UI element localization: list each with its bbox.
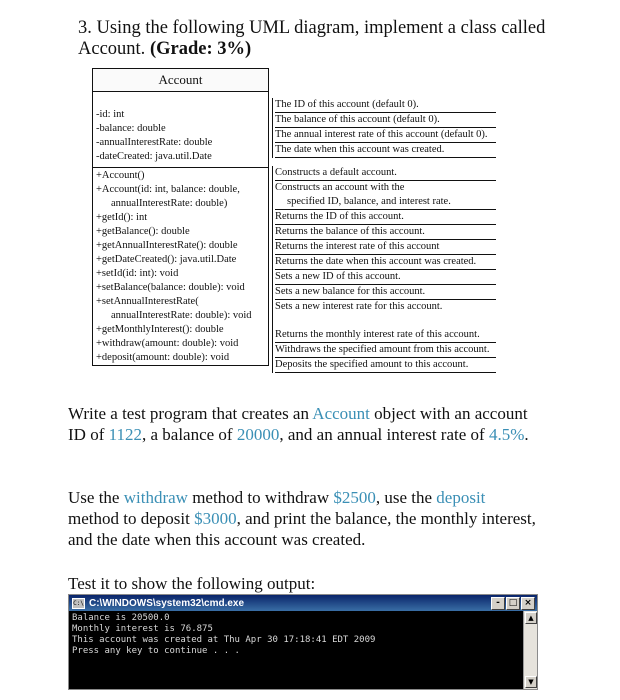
- paragraph-text: , use the: [375, 488, 437, 507]
- attribute-description: The balance of this account (default 0).: [275, 113, 496, 128]
- operation-description: Deposits the specified amount to this account.: [275, 358, 496, 373]
- uml-attribute: -annualInterestRate: double: [96, 137, 213, 148]
- console-line: This account was created at Thu Apr 30 17:18:41 EDT 2009: [72, 635, 376, 645]
- operation-description: Sets a new ID of this account.: [275, 270, 496, 285]
- attribute-descriptions: [272, 98, 496, 158]
- uml-operation: annualInterestRate: double): void: [111, 310, 252, 321]
- highlight-withdraw: withdraw: [123, 488, 188, 507]
- uml-operation: +Account(): [96, 170, 145, 181]
- attribute-description: The ID of this account (default 0).: [275, 98, 496, 113]
- test-program-paragraph: [68, 403, 538, 445]
- grade-label: (Grade: 3%): [149, 39, 252, 59]
- highlight-account-id: 1122: [108, 425, 142, 444]
- highlight-withdraw-amount: $2500: [333, 488, 376, 507]
- uml-operation: +withdraw(amount: double): void: [96, 338, 239, 349]
- paragraph-text: , and an annual interest rate of: [279, 425, 489, 444]
- operation-description: Sets a new balance for this account.: [275, 285, 496, 300]
- output-intro-paragraph: Test it to show the following output:: [68, 574, 316, 593]
- paragraph-text: method to deposit: [68, 509, 195, 528]
- operation-description: Constructs an account with the: [275, 182, 405, 193]
- scroll-down-arrow-icon[interactable]: ▼: [525, 676, 537, 688]
- highlight-interest-rate: 4.5%: [488, 425, 525, 444]
- console-title: C:\WINDOWS\system32\cmd.exe: [89, 597, 245, 609]
- paragraph-text: , a balance of: [141, 425, 237, 444]
- uml-class-box: [92, 68, 269, 366]
- uml-operation: +setAnnualInterestRate(: [96, 296, 199, 307]
- question-text: 3. Using the following UML diagram, implement a class called Account.: [78, 18, 546, 59]
- console-output: [69, 611, 524, 689]
- paragraph-text: object with an account ID of: [68, 404, 528, 444]
- operation-description: Returns the balance of this account.: [275, 225, 496, 240]
- operation-description: Returns the date when this account was created.: [275, 255, 496, 270]
- highlight-class-name: Account: [312, 404, 370, 423]
- highlight-balance: 20000: [236, 425, 280, 444]
- uml-operation: +setId(id: int): void: [96, 268, 179, 279]
- operation-descriptions: [272, 166, 496, 373]
- window-controls: [490, 597, 535, 610]
- console-window: [68, 594, 538, 690]
- cmd-icon: C:\: [73, 599, 84, 607]
- paragraph-text: Write a test program that creates an: [68, 404, 313, 423]
- uml-operation: +getMonthlyInterest(): double: [96, 324, 224, 335]
- question-title: [78, 18, 578, 60]
- uml-operation: +deposit(amount: double): void: [96, 352, 230, 363]
- uml-operations: [93, 168, 268, 365]
- uml-operation: +setBalance(balance: double): void: [96, 282, 245, 293]
- paragraph-text: method to withdraw: [187, 488, 334, 507]
- console-titlebar[interactable]: [69, 595, 537, 611]
- withdraw-deposit-paragraph: [68, 487, 538, 550]
- paragraph-text: Use the: [68, 488, 124, 507]
- uml-operation: +getId(): int: [96, 212, 148, 223]
- uml-operation: +getBalance(): double: [96, 226, 190, 237]
- operation-description: Returns the interest rate of this account: [275, 240, 496, 255]
- uml-attributes: [93, 92, 268, 168]
- maximize-button[interactable]: □: [506, 597, 520, 610]
- uml-operation: +getAnnualInterestRate(): double: [96, 240, 238, 251]
- uml-attribute: -balance: double: [96, 123, 166, 134]
- paragraph-text: , and print the balance, the monthly interest, and the date when this account was created.: [68, 509, 536, 549]
- uml-class-name: Account: [93, 69, 268, 92]
- uml-attribute: -id: int: [96, 109, 125, 120]
- close-button[interactable]: ×: [521, 597, 535, 610]
- console-line: Monthly interest is 76.875: [72, 624, 213, 634]
- highlight-deposit: deposit: [436, 488, 486, 507]
- console-line: Press any key to continue . . .: [72, 646, 240, 656]
- uml-attribute: -dateCreated: java.util.Date: [96, 151, 212, 162]
- paragraph-text: .: [524, 425, 529, 444]
- attribute-description: The date when this account was created.: [275, 143, 496, 158]
- uml-operation: +Account(id: int, balance: double,: [96, 184, 240, 195]
- scroll-up-arrow-icon[interactable]: ▲: [525, 612, 537, 624]
- console-line: Balance is 20500.0: [72, 613, 170, 623]
- minimize-button[interactable]: -: [491, 597, 505, 610]
- operation-description: specified ID, balance, and interest rate.: [275, 195, 496, 210]
- operation-description: Sets a new interest rate for this account.: [275, 301, 443, 312]
- uml-diagram: [92, 68, 496, 390]
- uml-operation: +getDateCreated(): java.util.Date: [96, 254, 237, 265]
- console-scrollbar[interactable]: [523, 611, 537, 689]
- operation-description-spacer: [275, 314, 496, 328]
- operation-description: Withdraws the specified amount from this account.: [275, 343, 496, 358]
- attribute-description: The annual interest rate of this account (default 0).: [275, 128, 496, 143]
- uml-operation: annualInterestRate: double): [111, 198, 228, 209]
- operation-description: Returns the ID of this account.: [275, 210, 496, 225]
- operation-description: Returns the monthly interest rate of this account.: [275, 328, 496, 343]
- highlight-deposit-amount: $3000: [194, 509, 237, 528]
- operation-description: Constructs a default account.: [275, 166, 496, 181]
